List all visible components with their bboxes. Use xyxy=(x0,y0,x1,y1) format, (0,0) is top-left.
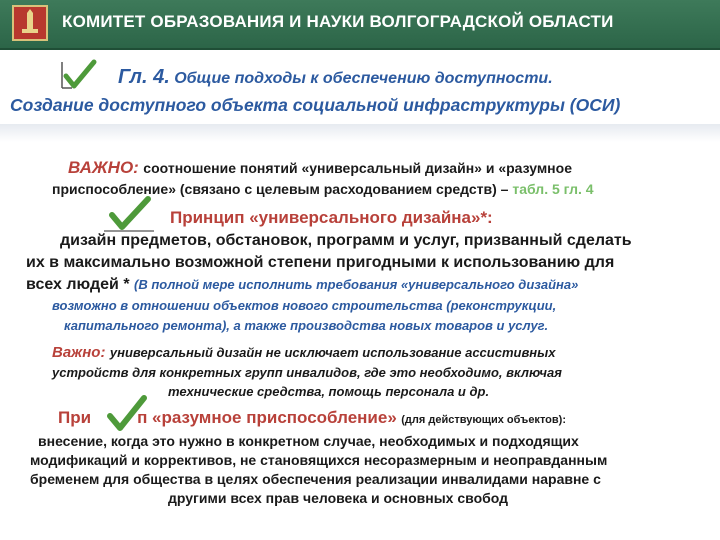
important2-line2: устройств для конкретных групп инвалидов, где это необходимо, включая xyxy=(52,365,562,380)
header-bar xyxy=(0,0,720,50)
reasonable-heading-note: (для действующих объектов): xyxy=(401,414,566,426)
checkmark-icon xyxy=(58,58,98,92)
chapter-title: Общие подходы к обеспечению доступности. xyxy=(174,70,553,87)
region-emblem-icon xyxy=(12,5,48,41)
important-note-line1 xyxy=(68,158,572,178)
chapter-number: Гл. 4. xyxy=(118,66,170,88)
important2-line1 xyxy=(52,344,556,362)
reasonable-heading-pre: При xyxy=(58,408,92,427)
reasonable-line4: другими всех прав человека и основных свобод xyxy=(168,490,509,506)
reasonable-heading-post: п «разумное приспособление» xyxy=(137,408,397,427)
important-label: ВАЖНО: xyxy=(68,158,139,177)
checkmark-icon xyxy=(102,195,158,235)
table-reference: табл. 5 гл. 4 xyxy=(512,181,594,197)
checkmark-icon xyxy=(104,392,150,436)
important2-line3: технические средства, помощь персонала и др. xyxy=(168,384,490,399)
universal-design-line2: их в максимально возможной степени пригодными к использованию для xyxy=(26,254,615,271)
universal-design-note-line3: капитального ремонта), а также производства новых товаров и услуг. xyxy=(64,318,549,333)
important2-label: Важно: xyxy=(52,344,106,361)
universal-design-line3 xyxy=(26,276,578,294)
chapter-subtitle: Создание доступного объекта социальной инфраструктуры (ОСИ) xyxy=(10,95,621,115)
section-divider xyxy=(0,124,720,142)
chapter-heading xyxy=(118,66,553,89)
important-text-2: приспособление» (связано с целевым расходованием средств) – xyxy=(52,181,509,197)
universal-design-note: (В полной мере исполнить требования «универсального дизайна» xyxy=(134,277,579,292)
header-title: КОМИТЕТ ОБРАЗОВАНИЯ И НАУКИ ВОЛГОГРАДСКОЙ ОБЛАСТИ xyxy=(62,12,614,31)
universal-design-line3-main: всех людей * xyxy=(26,276,130,293)
reasonable-line3: бременем для общества в целях обеспечения реализации инвалидами наравне с xyxy=(30,471,601,487)
universal-design-note-line2: возможно в отношении объектов нового строительства (реконструкции, xyxy=(52,298,557,313)
important2-text-1: универсальный дизайн не исключает использование ассистивных xyxy=(109,345,556,360)
universal-design-line1: дизайн предметов, обстановок, программ и услуг, призванный сделать xyxy=(60,232,632,249)
important-text-1: соотношение понятий «универсальный дизайн» и «разумное xyxy=(143,160,572,176)
reasonable-line1: внесение, когда это нужно в конкретном случае, необходимых и подходящих xyxy=(38,433,579,449)
reasonable-line2: модификаций и коррективов, не становящихся несоразмерным и неоправданным xyxy=(30,452,608,468)
universal-design-heading: Принцип «универсального дизайна»*: xyxy=(170,208,493,227)
